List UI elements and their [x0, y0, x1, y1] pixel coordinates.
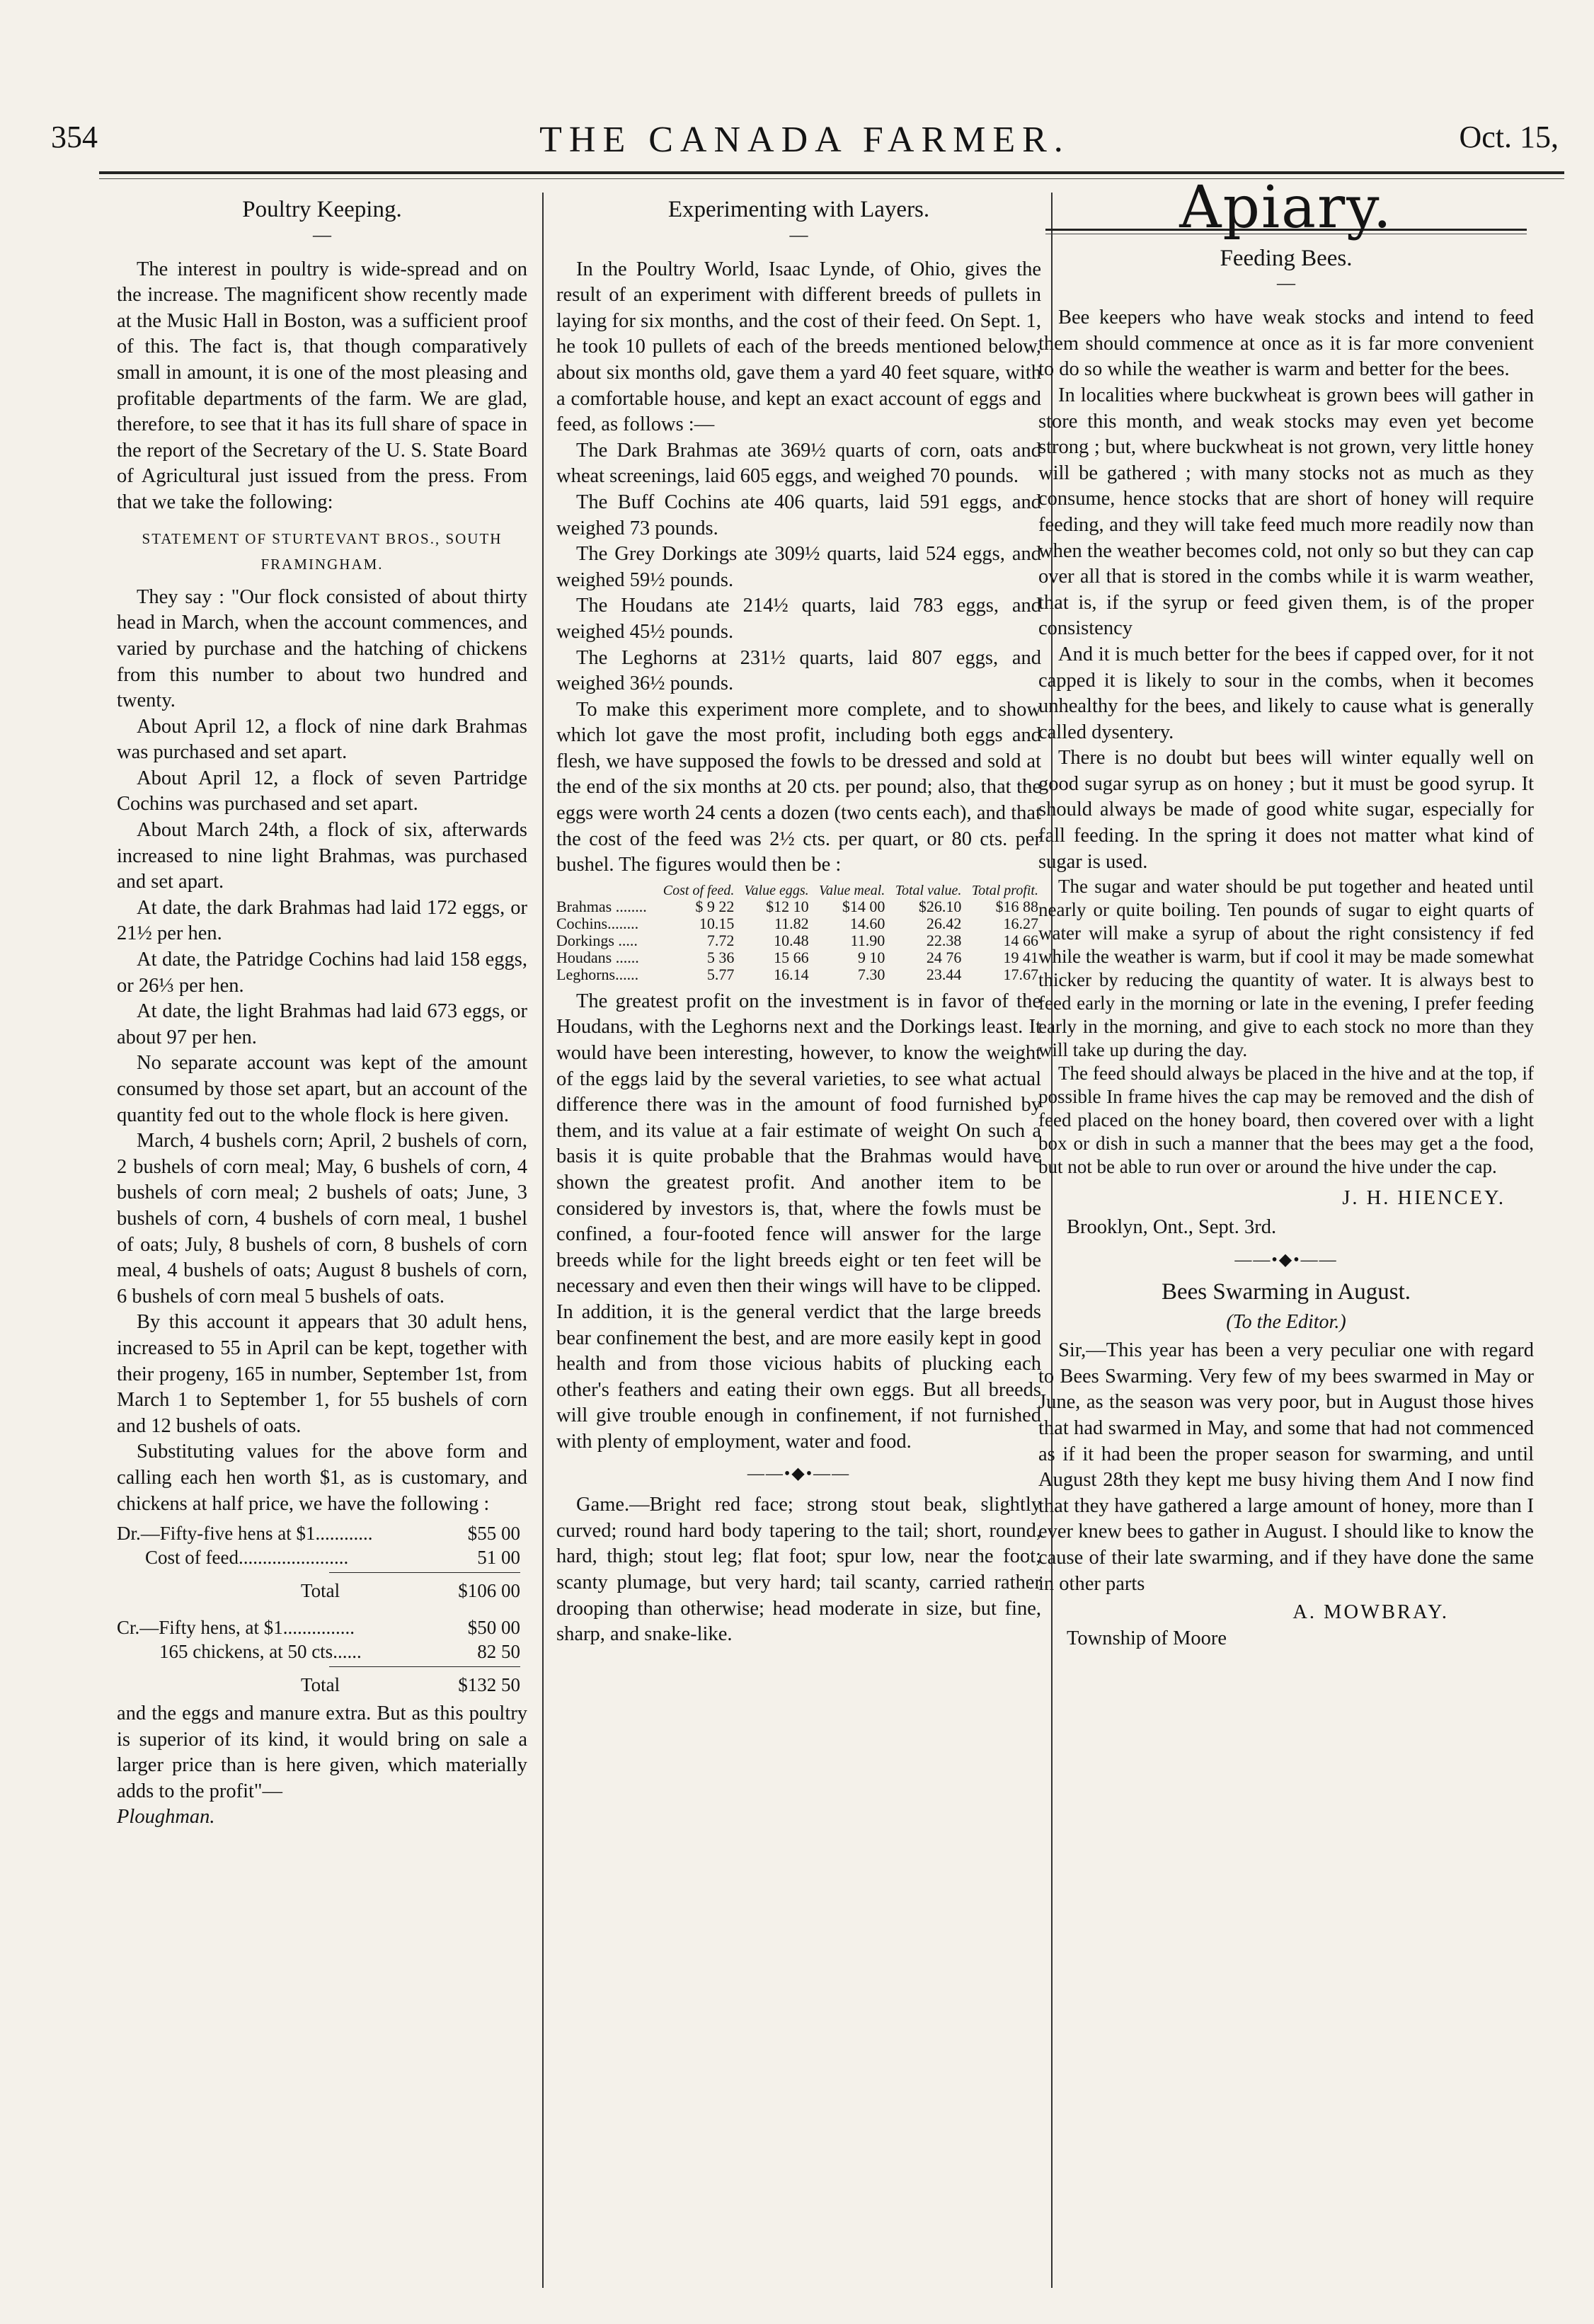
paragraph: At date, the light Brahmas had laid 673 eggs, or about 97 per hen.	[117, 1000, 527, 1048]
statement-line: STATEMENT OF STURTEVANT BROS., SOUTH	[142, 530, 503, 547]
account-value: $50 00	[467, 1617, 520, 1639]
paragraph: In the Poultry World, Isaac Lynde, of Ohio, gives the result of an experiment with different breeds of pullets in laying for six months, and the cost of their feed. On Sept. 1, he took 10 pullets of each of the breeds mentioned below, about six months old, gave them a yard 40 feet square, with a comfortable house, and kept an exact account of eggs and feed, as follows :—	[556, 258, 1041, 436]
table-cell: 9 10	[857, 948, 885, 966]
table-cell: Leghorns......	[556, 965, 639, 983]
ornament-divider: ——•◆•——	[747, 1464, 851, 1483]
table-row	[556, 966, 1041, 983]
table-cell: 24 76	[926, 948, 962, 966]
account-table	[117, 1521, 527, 1697]
table-row	[556, 915, 1041, 932]
paragraph: In localities where buckwheat is grown bees will gather in store this month, and weak stocks may even yet become strong ; but, where buckwheat is not grown, very little honey will be gathered ; with many stocks not as much as they consume, hence stocks that are short of honey will require feeding, and they will take feed much more readily now than when the weather becomes cold, not only so but they can cap over all that is stored in the combs while it is warm weather, that is, if the syrup or feed given them, is of the proper consistency	[1038, 384, 1534, 640]
account-line	[117, 1639, 527, 1664]
table-cell: 7.72	[706, 931, 735, 949]
article-heading: Bees Swarming in August.	[1162, 1279, 1411, 1305]
paragraph: The Dark Brahmas ate 369½ quarts of corn, oats and wheat screenings, laid 605 eggs, and weighed 70 pounds.	[556, 439, 1041, 488]
total-label: Total	[301, 1580, 340, 1602]
account-value: 82 50	[477, 1641, 520, 1663]
table-cell: 10.15	[699, 914, 735, 932]
table-cell: $26.10	[918, 897, 962, 915]
table-cell: 5.77	[706, 965, 735, 983]
table-cell: $16 88	[995, 897, 1038, 915]
table-cell: 16.27	[1003, 914, 1038, 932]
paragraph: Substituting values for the above form and calling each hen worth $1, as is customary, and chickens at half price, we have the following :	[117, 1441, 527, 1515]
total-value: $132 50	[458, 1674, 520, 1696]
paragraph: Bee keepers who have weak stocks and intend to feed them should commence at once as it is far more convenient to do so while the weather is warm and better for the bees.	[1038, 307, 1534, 381]
table-cell: 22.38	[926, 931, 962, 949]
paragraph: There is no doubt but bees will winter equally well on good sugar syrup as on honey ; but it must be good syrup. It should always be made of good white sugar, especially for fall feeding. In the spring it does not matter what kind of sugar is used.	[1038, 747, 1534, 873]
paragraph: At date, the dark Brahmas had laid 172 eggs, or 21½ per hen.	[117, 896, 527, 945]
issue-date: Oct. 15,	[1459, 120, 1559, 154]
article-heading: Poultry Keeping.	[242, 197, 402, 222]
paragraph: At date, the Patridge Cochins had laid 158 eggs, or 26⅓ per hen.	[117, 949, 527, 997]
paragraph: The Houdans ate 214½ quarts, laid 783 eggs, and weighed 45½ pounds.	[556, 595, 1041, 643]
account-label: Cost of feed.......................	[145, 1547, 349, 1569]
paragraph: About March 24th, a flock of six, afterwards increased to nine light Brahmas, was purchased and set apart.	[117, 819, 527, 893]
table-cell: 17.67	[1003, 965, 1038, 983]
table-cell: 11.82	[774, 914, 809, 932]
table-header: Value meal.	[819, 882, 885, 898]
table-cell: Brahmas ........	[556, 897, 647, 915]
statement-line: FRAMINGHAM.	[260, 556, 384, 573]
paragraph: The sugar and water should be put together and heated until nearly or quite boiling. Ten pounds of sugar to eight quarts of water will make a syrup of about the right consistency if fed while the weather is warm, but if cool it may be made somewhat thicker by reducing the quantity of water. It is always best to feed early in the morning or late in the evening, I prefer feeding early in the morning, and give to each stock no more than they will take up during the day.	[1038, 876, 1534, 1061]
paragraph: The interest in poultry is wide-spread and on the increase. The magnificent show recently made at the Music Hall in Boston, was a sufficient proof of this. The fact is, that though comparatively small in amount, it is one of the most pleasing and profitable departments of the farm. We are glad, therefore, to see that it has its full share of space in the report of the Secretary of the U. S. State Board of Agricultural just issued from the press. From that we take the following:	[117, 258, 527, 513]
page-header	[51, 119, 1559, 168]
table-cell: Dorkings .....	[556, 931, 638, 949]
table-cell: $ 9 22	[695, 897, 735, 915]
table-cell: $14 00	[842, 897, 885, 915]
sum-rule	[329, 1572, 520, 1573]
table-cell: Cochins........	[556, 914, 639, 932]
table-header: Value eggs.	[744, 882, 809, 898]
heading-dash: —	[313, 224, 331, 245]
account-label: Cr.—Fifty hens, at $1...............	[117, 1617, 355, 1639]
table-cell: 16.14	[774, 965, 809, 983]
column-experimenting-layers	[556, 193, 1041, 2296]
paragraph: March, 4 bushels corn; April, 2 bushels of corn, 2 bushels of corn meal; May, 6 bushels of corn, 4 bushels of corn meal; 2 bushels of oats; June, 3 bushels of corn, 4 bushels of corn meal, 1 bushel of oats; July, 8 bushels of corn, 8 bushels of corn meal, 4 bushels of oats; August 8 bushels of corn, 6 bushels of corn meal 5 bushels of oats.	[117, 1130, 527, 1307]
column-divider	[542, 193, 544, 2288]
author-signature: J. H. HIENCEY.	[1342, 1187, 1506, 1210]
paragraph: The Grey Dorkings ate 309½ quarts, laid 524 eggs, and weighed 59½ pounds.	[556, 543, 1041, 591]
table-cell: 14 66	[1003, 931, 1038, 949]
table-cell: 15 66	[774, 948, 809, 966]
source-credit: Ploughman.	[117, 1806, 215, 1828]
table-header: Total value.	[895, 882, 962, 898]
table-cell: 5 36	[706, 948, 735, 966]
table-cell: 14.60	[849, 914, 885, 932]
sum-rule	[329, 1666, 520, 1667]
table-cell: 26.42	[926, 914, 962, 932]
table-row	[556, 949, 1041, 966]
table-row	[556, 898, 1041, 915]
table-header: Cost of feed.	[663, 882, 735, 898]
paragraph: The feed should always be placed in the hive and at the top, if possible In frame hives the cap may be removed and the dish of feed placed on the honey board, then covered over with a light box or dish in such a manner that the bees may get a the food, but not be able to run over or around the hive under the cap.	[1038, 1063, 1534, 1178]
paragraph: And it is much better for the bees if capped over, for it not capped it is likely to sour in the combs, when it becomes unhealthy for the bees, and likely to cause what is generally called dysentery.	[1038, 643, 1534, 743]
dateline: Township of Moore	[1067, 1627, 1227, 1649]
table-cell: 10.48	[774, 931, 809, 949]
heading-dash: —	[789, 224, 808, 245]
heading-dash: —	[1277, 273, 1295, 294]
statement-heading	[117, 526, 527, 578]
account-line	[117, 1615, 527, 1639]
paragraph: No separate account was kept of the amount consumed by those set apart, but an account of the quantity fed out to the whole flock is here given.	[117, 1052, 527, 1126]
account-value: 51 00	[477, 1547, 520, 1569]
paragraph: The Leghorns at 231½ quarts, laid 807 eggs, and weighed 36½ pounds.	[556, 646, 1041, 695]
total-value: $106 00	[458, 1580, 520, 1602]
table-cell: 11.90	[850, 931, 885, 949]
table-cell: 23.44	[926, 965, 962, 983]
account-value: $55 00	[467, 1523, 520, 1545]
column-poultry-keeping	[117, 193, 527, 2296]
dateline: Brooklyn, Ont., Sept. 3rd.	[1067, 1215, 1277, 1238]
paragraph: About April 12, a flock of nine dark Brahmas was purchased and set apart.	[117, 715, 527, 764]
paragraph: They say : "Our flock consisted of about thirty head in March, when the account commences, and varied by purchase and the hatching of chickens from this number to about two hundred and twenty.	[117, 585, 527, 712]
paragraph: About April 12, a flock of seven Partridge Cochins was purchased and set apart.	[117, 767, 527, 815]
ornament-divider: ——•◆•——	[1234, 1251, 1338, 1270]
paragraph: The greatest profit on the investment is in favor of the Houdans, with the Leghorns next and the Dorkings least. It would have been interesting, however, to know the weight of the eggs laid by the several varieties, to see what actual difference there was in the amount of food furnished by them, and its value at a fair estimate of weight On such a basis it is quite probable that the Brahmas would have shown the greatest profit. And another item to be considered by investors is, that, where the fowls must be confined, a four-footed fence will answer for the large breeds while for the light breeds eight or ten feet will be necessary and even then their wings will have to be clipped. In addition, it is the general verdict that the large breeds bear confinement the best, and are more easily kept in good health and from those vicious habits of plucking each other's feathers and eating their own eggs. But all breeds will give trouble enough in confinement, if not furnished with plenty of employment, water and food.	[556, 990, 1041, 1453]
article-heading: Feeding Bees.	[1220, 245, 1353, 271]
account-total	[117, 1673, 527, 1697]
table-row	[556, 932, 1041, 949]
author-signature: A. MOWBRAY.	[1292, 1601, 1449, 1624]
table-cell: 7.30	[857, 965, 885, 983]
account-label: Dr.—Fifty-five hens at $1............	[117, 1523, 373, 1545]
account-total	[117, 1579, 527, 1603]
paragraph: and the eggs and manure extra. But as this poultry is superior of its kind, it would bring on sale a larger price than is here given, which materially adds to the profit"—	[117, 1702, 527, 1802]
total-label: Total	[301, 1674, 340, 1696]
account-line	[117, 1521, 527, 1545]
account-label: 165 chickens, at 50 cts......	[159, 1641, 362, 1663]
masthead-title: THE CANADA FARMER.	[539, 120, 1070, 160]
paragraph: The Buff Cochins ate 406 quarts, laid 591 eggs, and weighed 73 pounds.	[556, 491, 1041, 539]
to-editor: (To the Editor.)	[1226, 1310, 1346, 1333]
article-heading: Experimenting with Layers.	[667, 197, 930, 222]
paragraph: Game.—Bright red face; strong stout beak, slightly curved; round hard body tapering to the tail; short, round, hard, thigh; stout leg; flat foot; spur low, near the foot; scanty plumage, but very hard; tail scanty, carried rather drooping than otherwise; head moderate in size, but fine, sharp, and snake-like.	[556, 1494, 1041, 1646]
table-cell: 19 41	[1003, 948, 1038, 966]
page-number: 354	[51, 120, 98, 154]
paragraph: By this account it appears that 30 adult hens, increased to 55 in April can be kept, together with their progeny, 165 in number, September 1st, from March 1 to September 1, for 55 bushels of corn and 12 bushels of oats.	[117, 1311, 527, 1437]
section-title: Apiary.	[1179, 174, 1393, 241]
paragraph: To make this experiment more complete, and to show which lot gave the most profit, including both eggs and flesh, we have supposed the fowls to be dressed and sold at the end of the six months at 20 cts. per pound; also, that the eggs were worth 24 cents a dozen (two cents each), and that the cost of the feed was 2½ cts. per quart, or 80 cts. per bushel. The figures would then be :	[556, 698, 1041, 876]
table-cell: Houdans ......	[556, 948, 639, 966]
table-header: Total profit.	[971, 882, 1038, 898]
results-table	[556, 883, 1041, 983]
table-header-row	[556, 883, 1041, 898]
account-line	[117, 1545, 527, 1569]
table-cell: $12 10	[766, 897, 809, 915]
table-header	[556, 883, 655, 898]
column-apiary	[1038, 174, 1534, 2296]
paragraph: Sir,—This year has been a very peculiar one with regard to Bees Swarming. Very few of my bees swarmed in May or June, as the season was very poor, but in August those hives that had swarmed in May, and some that had not commenced as if it had been the proper season for swarming, and until August 28th they kept me busy hiving them And I now find that they have gathered a large amount of honey, more than I ever knew bees to gather in August. I should like to know the cause of their late swarming, and if they have done the same in other parts	[1038, 1339, 1534, 1595]
